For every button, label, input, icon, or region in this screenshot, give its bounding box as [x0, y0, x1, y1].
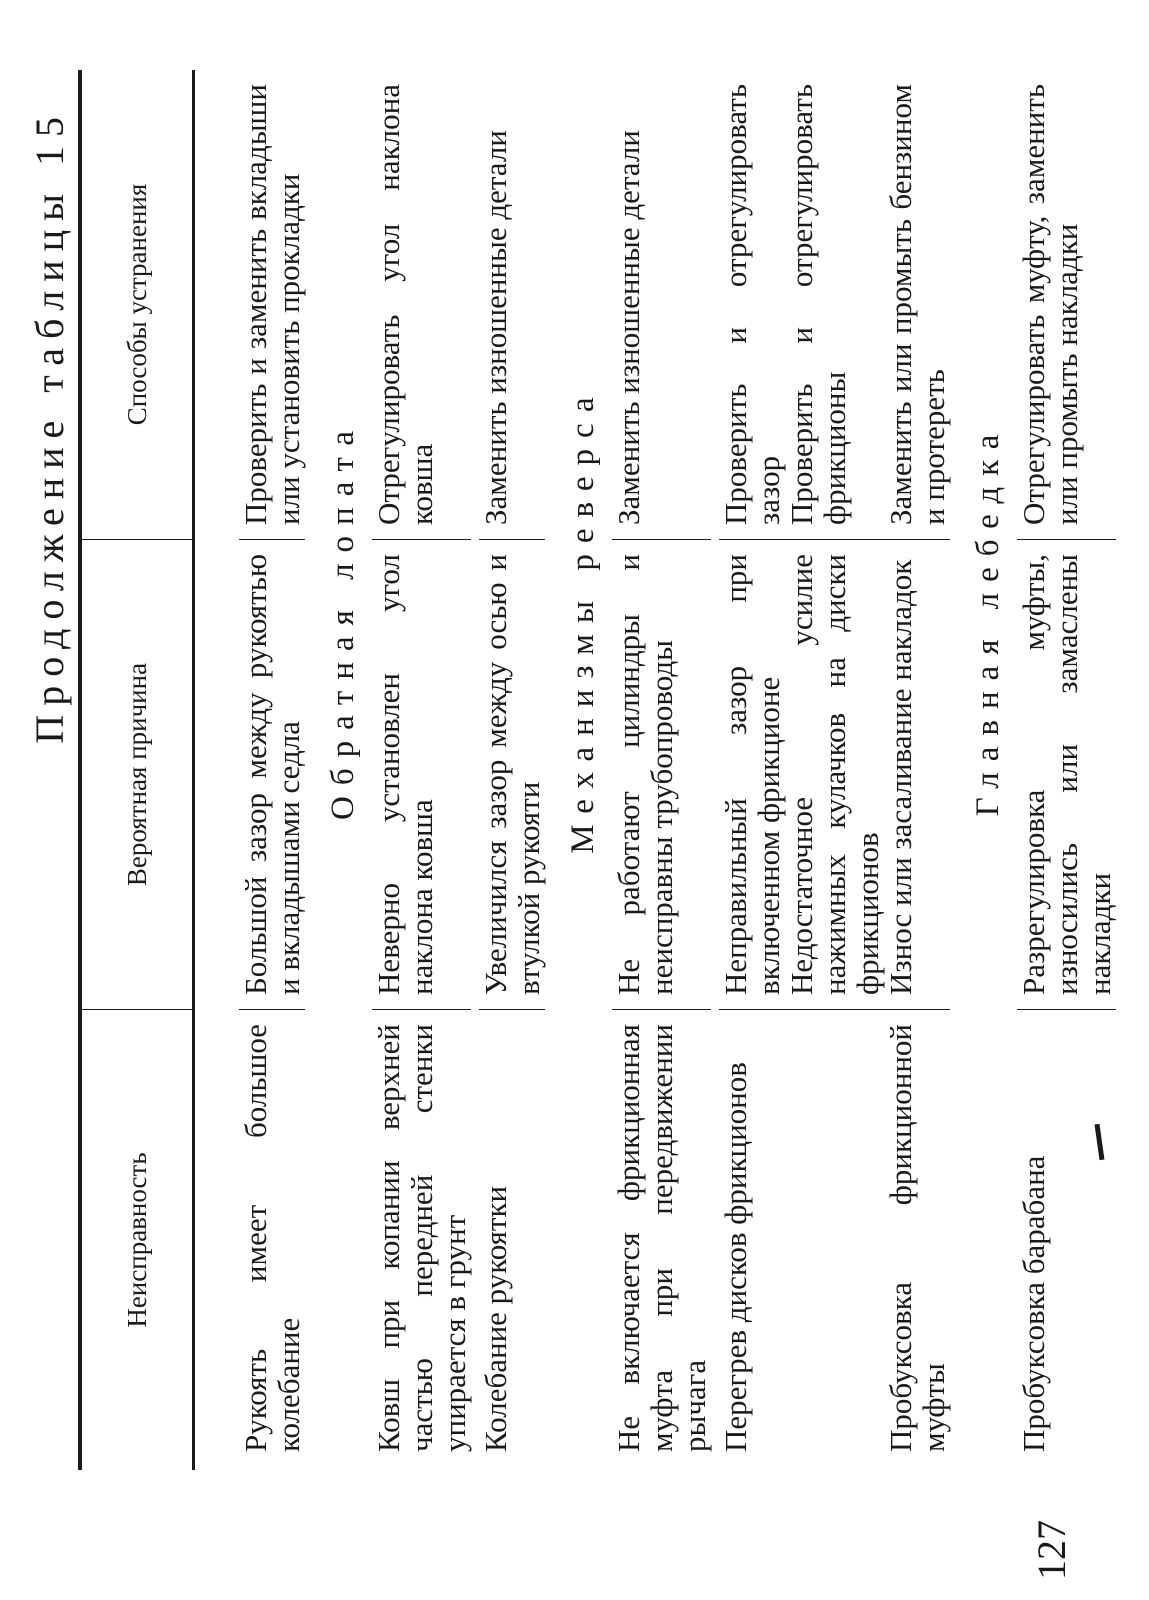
- fault-cell: Рукоять имеет большое колебание: [238, 1024, 306, 1452]
- cause-cell: Неправильный зазор при включенном фрикционе: [719, 540, 785, 1010]
- table-row: [372, 70, 471, 1470]
- remedy-cell: Отрегулировать муфту, заменить или промыть накладки: [1017, 70, 1116, 540]
- fault-cell: Пробуксовка барабана: [1016, 1155, 1051, 1452]
- table-caption: Продолжение таблицы 15: [27, 108, 72, 744]
- section-title-main-winch: Главная лебедка: [970, 423, 1006, 817]
- page-number: 127: [1029, 1520, 1074, 1580]
- remedy-cell: Проверить и отрегулировать фрикционы: [785, 70, 884, 540]
- table-row: [239, 70, 305, 1470]
- table-row: [884, 70, 950, 1470]
- table-header: [82, 70, 195, 1470]
- table-row: [479, 70, 545, 1470]
- fault-cell: [785, 1010, 884, 1470]
- remedy-cell: Заменить или промыть бензином и протереть: [884, 70, 950, 540]
- cause-cell: Износ или засаливание накладок: [884, 540, 950, 1010]
- fault-cell: Пробуксовка фрикционной муфты: [883, 1024, 951, 1452]
- table-row: [785, 70, 884, 1470]
- header-fault: Неисправность: [121, 1152, 152, 1328]
- fault-cell: Ковш при копании верхней частью передней стенки упирается в грунт: [371, 1024, 472, 1452]
- cause-cell: Неверно установлен угол наклона ковша: [372, 540, 471, 1010]
- remedy-cell: Заменить изношенные детали: [479, 70, 545, 540]
- fault-table: [78, 70, 1116, 1470]
- remedy-cell: Проверить и заменить вкладыши или установить прокладки: [239, 70, 305, 540]
- fault-cell: Перегрев дисков фрикционов: [718, 1062, 753, 1452]
- section-title-reverse-mechanisms: Механизмы реверса: [565, 386, 601, 854]
- header-cause: Вероятная причина: [82, 540, 192, 1010]
- fault-cell: Колебание рукоятки: [478, 1185, 513, 1452]
- remedy-cell: Проверить и отрегулировать зазор: [719, 70, 785, 540]
- cause-cell: Большой зазор между рукоятью и вкладышами седла: [239, 540, 305, 1010]
- table-row: [719, 70, 785, 1470]
- cause-cell: Недостаточное усилие нажимных кулачков на диски фрикционов: [785, 540, 884, 1010]
- table-row: [1017, 70, 1116, 1470]
- table-row: [612, 70, 711, 1470]
- cause-cell: Не работают цилиндры и неисправны трубопроводы: [612, 540, 711, 1010]
- cause-cell: Увеличился зазор между осью и втулкой рукояти: [479, 540, 545, 1010]
- section-title-backhoe: Обратная лопата: [325, 420, 361, 820]
- remedy-cell: Отрегулировать угол наклона ковша: [372, 70, 471, 540]
- fault-cell: Не включается фрикционная муфта при передвижении рычага: [611, 1024, 712, 1452]
- remedy-cell: Заменить изношенные детали: [612, 70, 711, 540]
- cause-cell: Разрегулировка муфты, износились или замаслены накладки: [1017, 540, 1116, 1010]
- header-remedy: Способы устранения: [82, 70, 192, 540]
